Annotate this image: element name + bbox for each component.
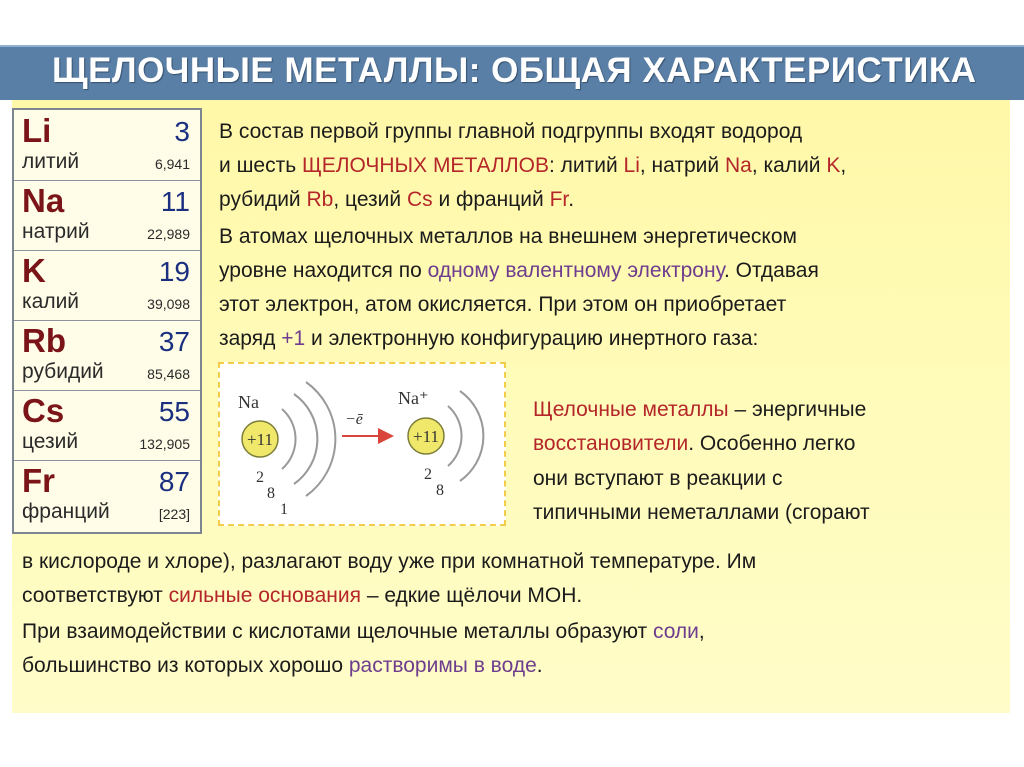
intro-line-4: В атомах щелочных металлов на внешнем энергетическом bbox=[219, 225, 797, 248]
highlight-term: растворимы в воде bbox=[348, 654, 537, 677]
element-card-li bbox=[14, 110, 200, 181]
element-card-k bbox=[14, 250, 200, 321]
element-symbol: Rb bbox=[22, 322, 66, 359]
left-shell-2 bbox=[294, 394, 317, 484]
shell-count: 8 bbox=[436, 482, 444, 499]
intro-line-2: и шесть ЩЕЛОЧНЫХ МЕТАЛЛОВ: литий Li, натрий Na, калий K, bbox=[219, 154, 847, 177]
left-atom-label: Na bbox=[238, 392, 259, 412]
element-list bbox=[12, 108, 202, 534]
left-shell-1 bbox=[282, 409, 296, 469]
element-symbol: Li bbox=[22, 112, 52, 149]
bottom-line-1: в кислороде и хлоре), разлагают воду уже при комнатной температуре. Им bbox=[22, 550, 757, 573]
atomic-mass: 39,098 bbox=[147, 296, 190, 312]
highlight-term: ЩЕЛОЧНЫХ МЕТАЛЛОВ bbox=[302, 154, 549, 177]
shell-count: 1 bbox=[280, 501, 288, 518]
left-nucleus-charge: +11 bbox=[247, 430, 273, 449]
bottom-line-4: большинство из которых хорошо растворимы в воде. bbox=[22, 654, 543, 677]
atomic-mass: 22,989 bbox=[147, 226, 190, 242]
element-symbol: Fr bbox=[22, 462, 55, 499]
title-banner bbox=[0, 45, 1024, 100]
right-nucleus-charge: +11 bbox=[413, 427, 439, 446]
element-card-cs bbox=[14, 390, 200, 461]
atomic-number: 11 bbox=[160, 186, 190, 217]
atomic-number: 87 bbox=[158, 466, 190, 497]
element-card-rb bbox=[14, 320, 200, 391]
right-shell-1 bbox=[448, 406, 462, 466]
page-title: ЩЕЛОЧНЫЕ МЕТАЛЛЫ: ОБЩАЯ ХАРАКТЕРИСТИКА bbox=[52, 51, 977, 90]
highlight-term: сильные основания bbox=[168, 584, 361, 607]
element-name: франций bbox=[22, 500, 110, 523]
element-ref: Fr bbox=[549, 188, 569, 211]
right-atom-label: Na⁺ bbox=[398, 388, 429, 408]
element-symbol: K bbox=[22, 252, 46, 289]
right-shell-2 bbox=[460, 391, 483, 481]
right-line-2: восстановители. Особенно легко bbox=[533, 432, 856, 455]
atomic-mass: 6,941 bbox=[154, 156, 190, 172]
element-name: калий bbox=[22, 290, 80, 313]
bottom-line-3: При взаимодействии с кислотами щелочные металлы образуют соли, bbox=[22, 620, 705, 643]
highlight-term: одному валентному электрону bbox=[427, 259, 724, 282]
ionization-svg bbox=[220, 364, 504, 524]
element-ref: Li bbox=[623, 154, 640, 177]
element-ref: K bbox=[826, 154, 841, 177]
element-symbol: Cs bbox=[22, 392, 65, 429]
right-line-1: Щелочные металлы – энергичные bbox=[533, 398, 867, 421]
charge-value: +1 bbox=[281, 327, 306, 350]
highlight-term: восстановители bbox=[533, 432, 689, 455]
atomic-number: 37 bbox=[158, 326, 190, 357]
atomic-number: 19 bbox=[158, 256, 190, 287]
atomic-number: 3 bbox=[174, 116, 190, 147]
highlight-term: Щелочные металлы bbox=[533, 398, 729, 421]
atomic-mass: 85,468 bbox=[147, 366, 190, 382]
shell-count: 2 bbox=[424, 466, 432, 483]
left-shell-3 bbox=[306, 382, 335, 496]
element-symbol: Na bbox=[22, 182, 65, 219]
element-card-na bbox=[14, 180, 200, 251]
right-line-4: типичными неметаллами (сгорают bbox=[533, 501, 870, 524]
bottom-line-2: соответствуют сильные основания – едкие щёлочи МОН. bbox=[22, 584, 583, 607]
element-ref: Cs bbox=[406, 188, 433, 211]
right-line-3: они вступают в реакции с bbox=[533, 467, 783, 490]
ionization-diagram bbox=[218, 362, 506, 526]
intro-line-7: заряд +1 и электронную конфигурацию инертного газа: bbox=[219, 327, 759, 350]
element-ref: Na bbox=[724, 154, 752, 177]
element-name: литий bbox=[22, 150, 80, 173]
shell-count: 2 bbox=[256, 469, 264, 486]
atomic-mass: [223] bbox=[158, 506, 190, 522]
highlight-term: соли bbox=[652, 620, 699, 643]
element-name: цезий bbox=[22, 430, 79, 453]
intro-line-5: уровне находится по одному валентному электрону. Отдавая bbox=[219, 259, 819, 282]
arrow-label: −ē bbox=[345, 411, 363, 428]
element-card-fr bbox=[14, 460, 200, 530]
intro-line-1: В состав первой группы главной подгруппы входят водород bbox=[219, 120, 803, 143]
element-ref: Rb bbox=[306, 188, 334, 211]
intro-line-3: рубидий Rb, цезий Cs и франций Fr. bbox=[219, 188, 575, 211]
intro-line-6: этот электрон, атом окисляется. При этом он приобретает bbox=[219, 293, 787, 316]
element-name: рубидий bbox=[22, 360, 104, 383]
element-name: натрий bbox=[22, 220, 90, 243]
atomic-number: 55 bbox=[158, 396, 190, 427]
shell-count: 8 bbox=[267, 485, 275, 502]
atomic-mass: 132,905 bbox=[139, 436, 190, 452]
